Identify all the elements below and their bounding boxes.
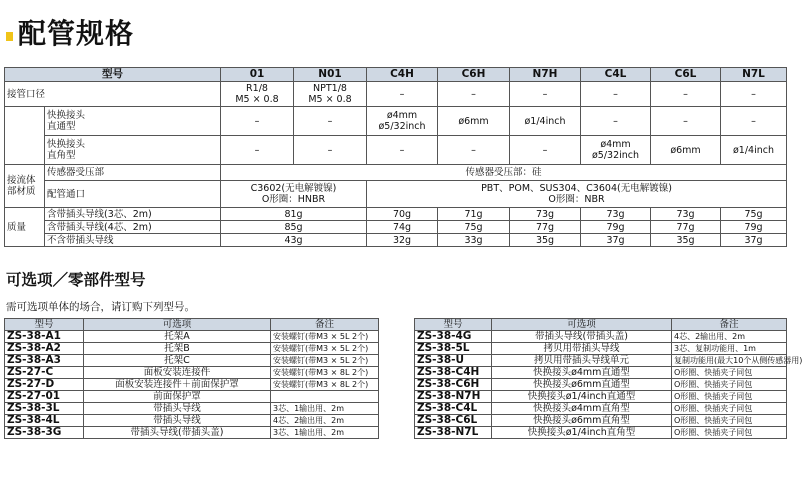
- spec-row-sensor: [5, 165, 787, 181]
- straight-cell: –: [581, 107, 651, 136]
- spec-row-mass: [5, 234, 787, 247]
- spec-row-conn: [5, 181, 787, 208]
- option-note: 安装螺钉(带M3 × 5L 2个): [271, 343, 379, 355]
- option-model: ZS-38-N7L: [415, 427, 492, 439]
- straight-cell: –: [721, 107, 787, 136]
- options-header-row: [415, 319, 787, 331]
- table-row: [415, 391, 787, 403]
- option-note: O形圈、快插夹子同包: [672, 379, 787, 391]
- port-cell: NPT1/8 M5 × 0.8: [294, 82, 367, 107]
- table-row: [5, 391, 379, 403]
- table-row: [415, 355, 787, 367]
- table-row: [415, 403, 787, 415]
- mass-row-label: 含带插头导线(4芯、2m): [45, 221, 221, 234]
- spec-header-col: C4H: [367, 68, 438, 82]
- option-item: 快换接头ø4mm直角型: [492, 403, 672, 415]
- table-row: [415, 367, 787, 379]
- option-model: ZS-38-C4L: [415, 403, 492, 415]
- option-model: ZS-38-3L: [5, 403, 84, 415]
- elbow-label: 快换接头 直角型: [45, 136, 221, 165]
- elbow-cell: –: [438, 136, 510, 165]
- option-model: ZS-38-C4H: [415, 367, 492, 379]
- option-model: ZS-38-4G: [415, 331, 492, 343]
- table-row: [5, 427, 379, 439]
- option-note: 3芯、复制功能用、1m: [672, 343, 787, 355]
- mass-cell: 81g: [221, 208, 367, 221]
- straight-cell: ø1/4inch: [510, 107, 581, 136]
- straight-cell: –: [294, 107, 367, 136]
- option-item: 带插头导线: [84, 415, 271, 427]
- option-note: O形圈、快插夹子同包: [672, 391, 787, 403]
- conn-label: 配管通口: [45, 181, 221, 208]
- option-item: 拷贝用带插头导线: [492, 343, 672, 355]
- page-title: [6, 12, 134, 52]
- option-item: 快换接头ø6mm直通型: [492, 379, 672, 391]
- conn-b: PBT、POM、SUS304、C3604(无电解镀镍) O形圈：NBR: [367, 181, 787, 208]
- mass-cell: 79g: [721, 221, 787, 234]
- options-header-row: [5, 319, 379, 331]
- spec-header-col: N7L: [721, 68, 787, 82]
- options-header-model: 型号: [415, 319, 492, 331]
- option-item: 带插头导线(带插头盖): [492, 331, 672, 343]
- mass-cell: 77g: [651, 221, 721, 234]
- option-note: O形圈、快插夹子同包: [672, 415, 787, 427]
- spec-header-col: N7H: [510, 68, 581, 82]
- elbow-cell: –: [221, 136, 294, 165]
- straight-cell: –: [651, 107, 721, 136]
- table-row: [415, 331, 787, 343]
- port-cell: –: [581, 82, 651, 107]
- mass-cell: 75g: [438, 221, 510, 234]
- option-model: ZS-27-C: [5, 367, 84, 379]
- material-label: 接流体 部材质: [5, 165, 45, 208]
- table-row: [415, 427, 787, 439]
- mass-cell: 73g: [581, 208, 651, 221]
- option-item: 快换接头ø4mm直通型: [492, 367, 672, 379]
- port-label: 接管口径: [5, 82, 221, 107]
- port-cell: –: [510, 82, 581, 107]
- mass-cell: 70g: [367, 208, 438, 221]
- port-cell: –: [721, 82, 787, 107]
- table-row: [5, 331, 379, 343]
- elbow-cell: ø4mm ø5/32inch: [581, 136, 651, 165]
- mass-cell: 73g: [510, 208, 581, 221]
- option-note: O形圈、快插夹子同包: [672, 427, 787, 439]
- mass-cell: 35g: [651, 234, 721, 247]
- mass-cell: 79g: [581, 221, 651, 234]
- option-note: 4芯、2输出用、2m: [271, 415, 379, 427]
- sensor-label: 传感器受压部: [45, 165, 221, 181]
- option-item: 拷贝用带插头导线单元: [492, 355, 672, 367]
- option-model: ZS-38-3G: [5, 427, 84, 439]
- option-item: 前面保护罩: [84, 391, 271, 403]
- spec-header-model: 型号: [5, 68, 221, 82]
- straight-cell: ø6mm: [438, 107, 510, 136]
- mass-row-label: 不含带插头导线: [45, 234, 221, 247]
- options-header-note: 备注: [672, 319, 787, 331]
- option-model: ZS-38-C6L: [415, 415, 492, 427]
- option-note: 安装螺钉(带M3 × 5L 2个): [271, 355, 379, 367]
- spec-header-col: C6L: [651, 68, 721, 82]
- option-note: O形圈、快插夹子同包: [672, 403, 787, 415]
- piping-spec-table: [4, 67, 787, 247]
- options-header-model: 型号: [5, 319, 84, 331]
- option-item: 带插头导线(带插头盖): [84, 427, 271, 439]
- elbow-cell: –: [294, 136, 367, 165]
- options-header-note: 备注: [271, 319, 379, 331]
- option-item: 托架A: [84, 331, 271, 343]
- mass-cell: 37g: [581, 234, 651, 247]
- option-model: ZS-38-N7H: [415, 391, 492, 403]
- spec-row-mass: [5, 208, 787, 221]
- option-note: 3芯、1输出用、2m: [271, 403, 379, 415]
- spec-header-col: N01: [294, 68, 367, 82]
- options-table-left: [4, 318, 379, 439]
- elbow-cell: –: [367, 136, 438, 165]
- mass-cell: 75g: [721, 208, 787, 221]
- option-note: [271, 391, 379, 403]
- option-note: O形圈、快插夹子同包: [672, 367, 787, 379]
- option-model: ZS-38-A1: [5, 331, 84, 343]
- option-model: ZS-38-A3: [5, 355, 84, 367]
- mass-cell: 33g: [438, 234, 510, 247]
- sensor-value: 传感器受压部：硅: [221, 165, 787, 181]
- option-model: ZS-27-D: [5, 379, 84, 391]
- spec-row-mass: [5, 221, 787, 234]
- options-header-item: 可选项: [492, 319, 672, 331]
- option-model: ZS-38-C6H: [415, 379, 492, 391]
- spec-header-col: C6H: [438, 68, 510, 82]
- table-row: [415, 415, 787, 427]
- options-table-right: [414, 318, 802, 439]
- option-item: 快换接头ø6mm直角型: [492, 415, 672, 427]
- table-row: [415, 379, 787, 391]
- elbow-cell: ø1/4inch: [721, 136, 787, 165]
- spec-row-port: [5, 82, 787, 107]
- options-header-item: 可选项: [84, 319, 271, 331]
- spec-row-elbow: [5, 136, 787, 165]
- option-item: 快换接头ø1/4inch直通型: [492, 391, 672, 403]
- option-item: 托架B: [84, 343, 271, 355]
- straight-label: 快换接头 直通型: [45, 107, 221, 136]
- option-item: 面板安装连接件＋前面保护罩: [84, 379, 271, 391]
- option-item: 托架C: [84, 355, 271, 367]
- option-model: ZS-38-U: [415, 355, 492, 367]
- mass-label: 质量: [5, 208, 45, 247]
- spec-header-col: C4L: [581, 68, 651, 82]
- table-row: [5, 415, 379, 427]
- mass-cell: 71g: [438, 208, 510, 221]
- options-note: 需可选项单体的场合，请订购下列型号。: [6, 301, 195, 313]
- mass-row-label: 含带插头导线(3芯、2m): [45, 208, 221, 221]
- spec-header-row: [5, 68, 787, 82]
- elbow-cell: ø6mm: [651, 136, 721, 165]
- option-item: 带插头导线: [84, 403, 271, 415]
- mass-cell: 73g: [651, 208, 721, 221]
- table-row: [5, 343, 379, 355]
- mass-cell: 43g: [221, 234, 367, 247]
- option-note: 4芯、2输出用、2m: [672, 331, 787, 343]
- option-model: ZS-38-4L: [5, 415, 84, 427]
- port-cell: R1/8 M5 × 0.8: [221, 82, 294, 107]
- conn-a: C3602(无电解镀镍) O形圈：HNBR: [221, 181, 367, 208]
- mass-cell: 85g: [221, 221, 367, 234]
- table-row: [5, 403, 379, 415]
- straight-cell: ø4mm ø5/32inch: [367, 107, 438, 136]
- mass-cell: 35g: [510, 234, 581, 247]
- mass-cell: 74g: [367, 221, 438, 234]
- table-row: [5, 367, 379, 379]
- mass-cell: 37g: [721, 234, 787, 247]
- port-cell: –: [438, 82, 510, 107]
- mass-cell: 32g: [367, 234, 438, 247]
- option-note: 3芯、1输出用、2m: [271, 427, 379, 439]
- table-row: [5, 355, 379, 367]
- option-item: 快换接头ø1/4inch直角型: [492, 427, 672, 439]
- page-title-text: 配管规格: [18, 17, 135, 50]
- spec-row-straight: [5, 107, 787, 136]
- table-row: [415, 343, 787, 355]
- mass-cell: 77g: [510, 221, 581, 234]
- port-cell: –: [367, 82, 438, 107]
- port-cell: –: [651, 82, 721, 107]
- elbow-cell: –: [510, 136, 581, 165]
- straight-cell: –: [221, 107, 294, 136]
- option-note: 安装螺钉(带M3 × 8L 2个): [271, 379, 379, 391]
- options-section-title: 可选项／零部件型号: [6, 271, 146, 289]
- option-model: ZS-27-01: [5, 391, 84, 403]
- title-bullet-icon: [6, 32, 13, 41]
- option-item: 面板安装连接件: [84, 367, 271, 379]
- option-note: 复制功能用(最大10个从侧传感器用): [672, 355, 787, 367]
- option-note: 安装螺钉(带M3 × 8L 2个): [271, 367, 379, 379]
- option-note: 安装螺钉(带M3 × 5L 2个): [271, 331, 379, 343]
- table-row: [5, 379, 379, 391]
- option-model: ZS-38-A2: [5, 343, 84, 355]
- spec-header-col: 01: [221, 68, 294, 82]
- option-model: ZS-38-5L: [415, 343, 492, 355]
